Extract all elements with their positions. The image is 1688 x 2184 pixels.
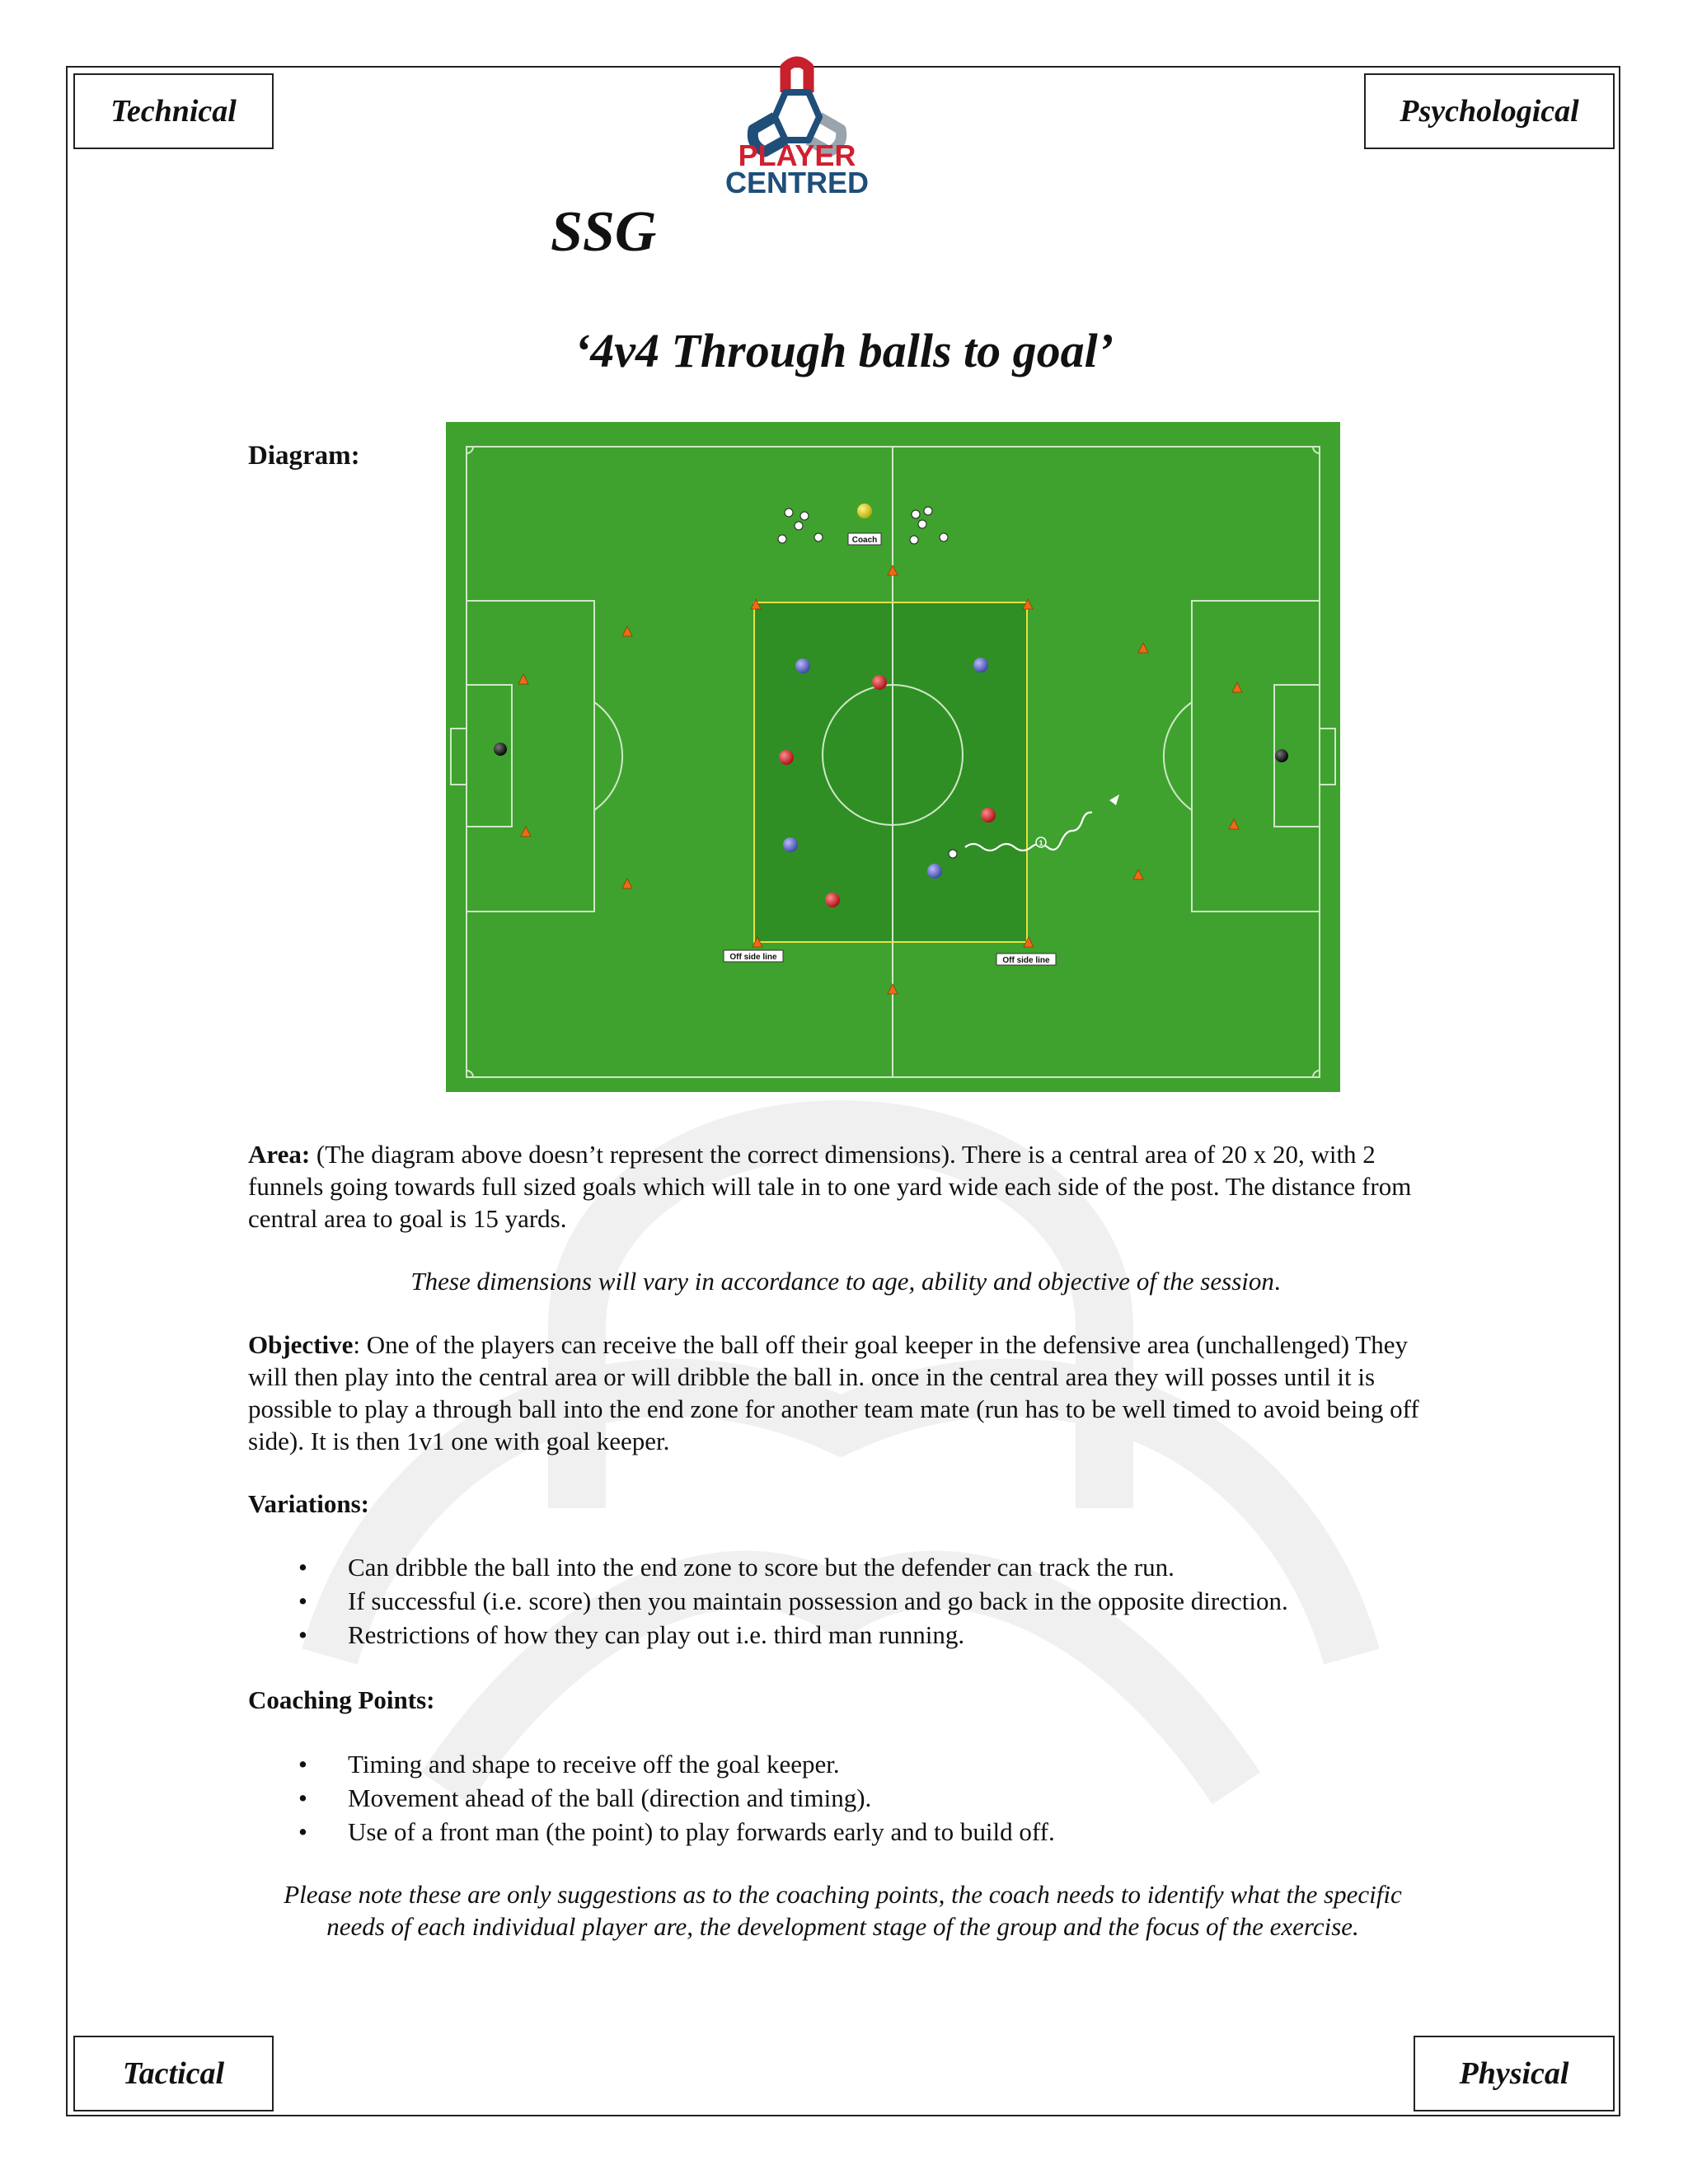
player-centred-logo (707, 49, 887, 198)
tactical-box (73, 2036, 274, 2111)
physical-box (1414, 2036, 1615, 2111)
tactical-label: Tactical (122, 2056, 225, 2091)
logo-line2: CENTRED (724, 166, 870, 198)
pitch-diagram (446, 422, 1340, 1092)
dimensions-note (248, 1265, 1443, 1297)
match-ball (949, 850, 957, 858)
dimensions-note-end: . (1273, 1267, 1281, 1296)
blue-player (783, 837, 798, 852)
objective-label: Objective (248, 1330, 354, 1359)
technical-label: Technical (110, 94, 237, 129)
red-player (779, 750, 794, 765)
technical-box (73, 73, 274, 149)
goalkeeper (494, 743, 507, 756)
red-player (981, 808, 996, 823)
coaching-points-list (298, 1747, 1055, 1849)
blue-player (795, 658, 810, 673)
blue-player (927, 864, 942, 879)
page-heading: SSG (551, 200, 657, 264)
central-area (754, 602, 1027, 942)
dimensions-note-text: These dimensions will vary in accordance to age, ability and objective of the session (410, 1267, 1274, 1296)
area-paragraph (248, 1138, 1443, 1235)
coach-label: Coach (851, 536, 878, 545)
diagram-label: Diagram: (248, 441, 360, 471)
list-item: • Use of a front man (the point) to play forwards early and to build off. (298, 1815, 1055, 1849)
variations-heading: Variations: (248, 1489, 369, 1518)
psychological-label: Psychological (1400, 94, 1579, 129)
list-item: • Restrictions of how they can play out i.e. third man running. (298, 1618, 1288, 1652)
session-title: ‘4v4 Through balls to goal’ (574, 324, 1114, 377)
objective-paragraph (248, 1329, 1443, 1457)
area-label: Area: (248, 1140, 311, 1169)
list-item: • Movement ahead of the ball (direction and timing). (298, 1781, 1055, 1815)
list-item: • If successful (i.e. score) then you maintain possession and go back in the opposite direction. (298, 1584, 1288, 1618)
psychological-box (1364, 73, 1615, 149)
blue-player (973, 658, 988, 673)
coach-marker (857, 504, 872, 518)
list-item: • Timing and shape to receive off the goal keeper. (298, 1747, 1055, 1781)
logo-line1: PLAYER (738, 138, 856, 172)
coaching-points-heading: Coaching Points: (248, 1685, 435, 1714)
objective-text: : One of the players can receive the ball off their goal keeper in the defensive area (unchallenged) They will then play into the central area or will dribble the ball in. once in the central area they will posses until it is possible to play a through ball into the end zone for another team mate (run has to be well timed to avoid being off side). It is then 1v1 one with goal keeper. (248, 1330, 1419, 1455)
physical-label: Physical (1459, 2056, 1569, 2091)
red-player (872, 675, 887, 690)
footer-note: Please note these are only suggestions as to the coaching points, the coach needs to identify what the specific needs of each individual player are, the development stage of the group and the focus of the exercise. (284, 1880, 1402, 1941)
area-text: (The diagram above doesn’t represent the correct dimensions). There is a central area of 20 x 20, with 2 funnels going towards full sized goals which will tale in to one yard wide each side of the post. The distance from central area to goal is 15 yards. (248, 1140, 1412, 1233)
offside-label-right: Off side line (1002, 956, 1050, 965)
goalkeeper (1275, 749, 1288, 762)
run-marker: 1 (1039, 839, 1043, 847)
offside-label-left: Off side line (729, 953, 777, 962)
red-player (825, 893, 840, 907)
list-item: • Can dribble the ball into the end zone to score but the defender can track the run. (298, 1550, 1288, 1584)
variations-list (298, 1550, 1288, 1652)
